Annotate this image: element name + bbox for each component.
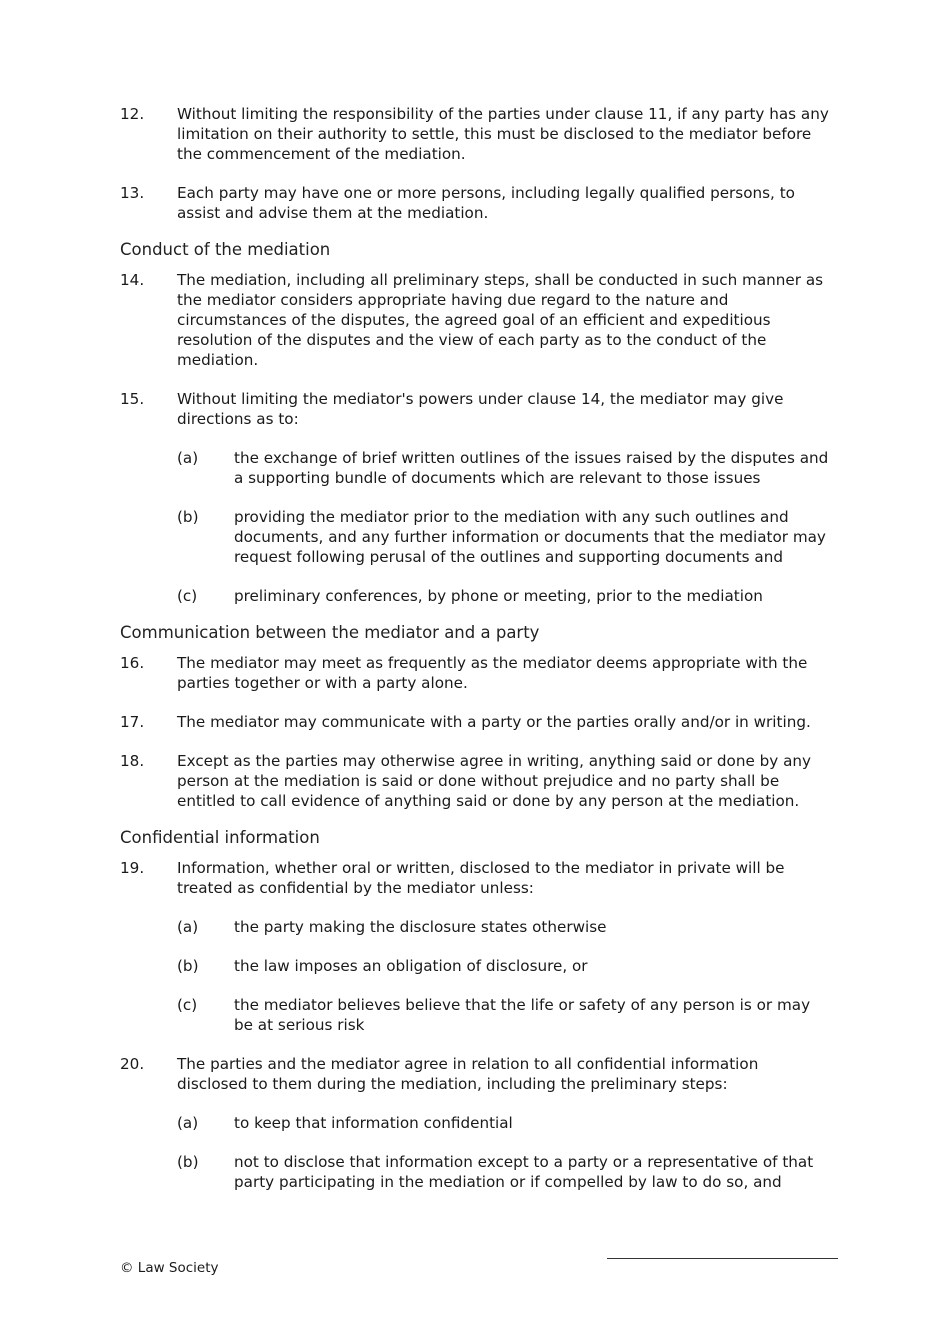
subclause-letter: (c)	[177, 587, 198, 605]
clause-text: The mediation, including all preliminary steps, shall be conducted in such manner as the mediator considers appropriate having due regard to the nature and circumstances of the disputes, the agreed goal of an efficient and expeditious resolution of the disputes and the view of each party as to the conduct of the mediation.	[177, 271, 824, 369]
clause-number: 16.	[120, 654, 145, 672]
subclause-20b	[177, 1152, 832, 1192]
subclause-text: the party making the disclosure states otherwise	[234, 918, 607, 936]
clause-13	[120, 183, 832, 223]
clause-number: 19.	[120, 859, 145, 877]
clause-number: 18.	[120, 752, 145, 770]
clause-text: Without limiting the mediator's powers under clause 14, the mediator may give directions as to:	[177, 390, 784, 428]
subclause-text: the exchange of brief written outlines of the issues raised by the disputes and a supporting bundle of documents which are relevant to those issues	[234, 449, 829, 487]
subclause-text: preliminary conferences, by phone or meeting, prior to the mediation	[234, 587, 763, 605]
clause-12	[120, 104, 832, 164]
clause-19	[120, 858, 832, 898]
subclause-text: the law imposes an obligation of disclosure, or	[234, 957, 588, 975]
clause-number: 17.	[120, 713, 145, 731]
clause-number: 14.	[120, 271, 145, 289]
clause-14	[120, 270, 832, 370]
clause-number: 15.	[120, 390, 145, 408]
clause-text: Without limiting the responsibility of the parties under clause 11, if any party has any limitation on their authority to settle, this must be disclosed to the mediator before the commencement of the mediation.	[177, 105, 829, 163]
clause-number: 13.	[120, 184, 145, 202]
subclause-19c	[177, 995, 832, 1035]
subclause-15c	[177, 586, 832, 606]
clause-number: 12.	[120, 105, 145, 123]
footer-signature-line	[607, 1258, 838, 1259]
subclause-letter: (a)	[177, 449, 199, 467]
clause-text: Each party may have one or more persons, including legally qualified persons, to assist and advise them at the mediation.	[177, 184, 795, 222]
subclause-letter: (b)	[177, 957, 199, 975]
clause-text: Information, whether oral or written, disclosed to the mediator in private will be treated as confidential by the mediator unless:	[177, 859, 785, 897]
clause-16	[120, 653, 832, 693]
subclause-15a	[177, 448, 832, 488]
subclause-15b	[177, 507, 832, 567]
heading-confidential: Confidential information	[120, 828, 320, 847]
subclause-text: to keep that information confidential	[234, 1114, 513, 1132]
subclause-letter: (b)	[177, 1153, 199, 1171]
subclause-letter: (a)	[177, 918, 199, 936]
document-body	[120, 104, 832, 1211]
subclause-text: not to disclose that information except to a party or a representative of that party participating in the mediation or if compelled by law to do so, and	[234, 1153, 814, 1191]
clause-text: The parties and the mediator agree in relation to all confidential information disclosed to them during the mediation, including the preliminary steps:	[177, 1055, 759, 1093]
subclause-19b	[177, 956, 832, 976]
clause-text: Except as the parties may otherwise agree in writing, anything said or done by any person at the mediation is said or done without prejudice and no party shall be entitled to call evidence of anything said or done by any person at the mediation.	[177, 752, 812, 810]
subclause-text: the mediator believes believe that the life or safety of any person is or may be at serious risk	[234, 996, 811, 1034]
clause-17	[120, 712, 832, 732]
heading-conduct: Conduct of the mediation	[120, 240, 331, 259]
clause-18	[120, 751, 832, 811]
clause-number: 20.	[120, 1055, 145, 1073]
subclause-letter: (a)	[177, 1114, 199, 1132]
footer-copyright: © Law Society	[120, 1260, 219, 1276]
clause-text: The mediator may communicate with a party or the parties orally and/or in writing.	[177, 713, 811, 731]
clause-15	[120, 389, 832, 429]
heading-communication: Communication between the mediator and a party	[120, 623, 540, 642]
subclause-text: providing the mediator prior to the mediation with any such outlines and documents, and any further information or documents that the mediator may request following perusal of the outlines and supporting documents and	[234, 508, 826, 566]
subclause-20a	[177, 1113, 832, 1133]
clause-20	[120, 1054, 832, 1094]
subclause-letter: (b)	[177, 508, 199, 526]
subclause-letter: (c)	[177, 996, 198, 1014]
clause-text: The mediator may meet as frequently as the mediator deems appropriate with the parties together or with a party alone.	[177, 654, 808, 692]
subclause-19a	[177, 917, 832, 937]
